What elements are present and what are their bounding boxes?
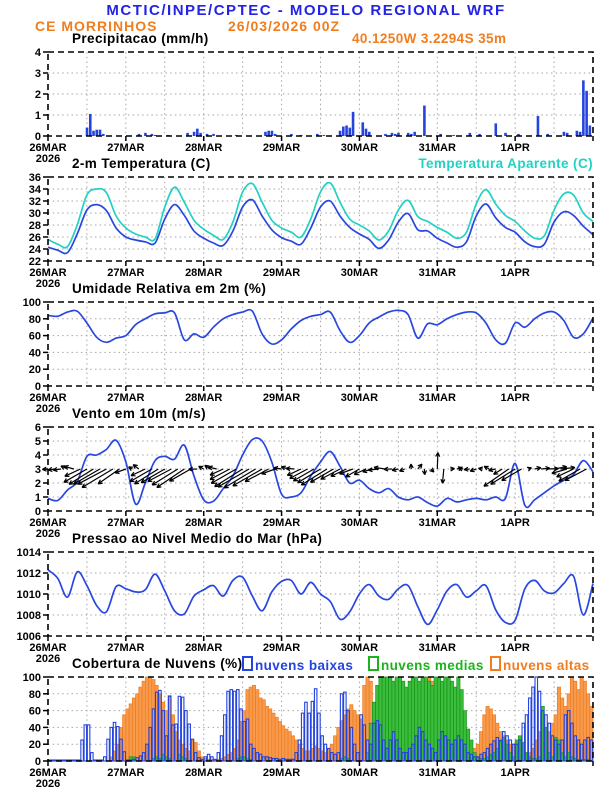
svg-text:4: 4 bbox=[34, 450, 41, 462]
svg-text:27MAR: 27MAR bbox=[107, 267, 145, 279]
svg-text:0: 0 bbox=[34, 506, 41, 518]
svg-text:29MAR: 29MAR bbox=[262, 267, 301, 279]
svg-text:26MAR: 26MAR bbox=[29, 267, 67, 279]
svg-text:1APR: 1APR bbox=[500, 392, 530, 404]
svg-text:1012: 1012 bbox=[16, 568, 41, 580]
svg-text:31MAR: 31MAR bbox=[418, 642, 456, 654]
svg-text:32: 32 bbox=[28, 196, 41, 208]
svg-text:60: 60 bbox=[28, 705, 41, 718]
svg-text:2026: 2026 bbox=[35, 653, 61, 665]
panel-title-wind: Vento em 10m (m/s) bbox=[72, 406, 206, 421]
legend-label-low-clouds: nuvens baixas bbox=[255, 658, 354, 673]
svg-text:29MAR: 29MAR bbox=[262, 392, 301, 404]
svg-text:26MAR: 26MAR bbox=[29, 517, 67, 529]
svg-text:5: 5 bbox=[34, 436, 41, 448]
svg-text:1: 1 bbox=[34, 492, 41, 504]
svg-text:31MAR: 31MAR bbox=[418, 142, 456, 154]
legend-swatch-high-clouds-icon bbox=[490, 656, 501, 671]
svg-text:34: 34 bbox=[28, 184, 41, 196]
panel-title-precipitation: Precipitacao (mm/h) bbox=[72, 31, 209, 46]
svg-text:28MAR: 28MAR bbox=[185, 517, 223, 529]
svg-text:27MAR: 27MAR bbox=[107, 642, 145, 654]
svg-text:29MAR: 29MAR bbox=[262, 642, 301, 654]
svg-text:4: 4 bbox=[34, 47, 41, 59]
svg-text:2026: 2026 bbox=[35, 778, 61, 790]
svg-text:2026: 2026 bbox=[35, 528, 61, 540]
svg-text:26MAR: 26MAR bbox=[29, 142, 67, 154]
svg-text:2026: 2026 bbox=[35, 153, 61, 165]
svg-text:26MAR: 26MAR bbox=[29, 392, 67, 404]
svg-text:20: 20 bbox=[28, 364, 41, 377]
svg-text:30MAR: 30MAR bbox=[340, 767, 379, 779]
svg-text:30MAR: 30MAR bbox=[340, 142, 379, 154]
svg-text:31MAR: 31MAR bbox=[418, 767, 456, 779]
wind-chart bbox=[0, 421, 612, 539]
legend-swatch-low-clouds-icon bbox=[242, 656, 253, 671]
svg-text:2026: 2026 bbox=[35, 278, 61, 290]
svg-text:31MAR: 31MAR bbox=[418, 517, 456, 529]
svg-text:1APR: 1APR bbox=[500, 767, 530, 779]
svg-text:80: 80 bbox=[28, 688, 41, 701]
svg-text:27MAR: 27MAR bbox=[107, 767, 145, 779]
svg-text:28MAR: 28MAR bbox=[185, 767, 223, 779]
svg-text:40: 40 bbox=[28, 347, 41, 360]
svg-text:1010: 1010 bbox=[16, 589, 41, 601]
svg-text:30MAR: 30MAR bbox=[340, 392, 379, 404]
svg-text:1008: 1008 bbox=[16, 610, 41, 622]
svg-text:1APR: 1APR bbox=[500, 267, 530, 279]
svg-text:31MAR: 31MAR bbox=[418, 392, 456, 404]
svg-text:31MAR: 31MAR bbox=[418, 267, 456, 279]
svg-text:2: 2 bbox=[34, 478, 41, 490]
svg-text:29MAR: 29MAR bbox=[262, 517, 301, 529]
cloud-cover-chart bbox=[0, 671, 612, 789]
svg-text:26MAR: 26MAR bbox=[29, 642, 67, 654]
svg-text:60: 60 bbox=[28, 330, 41, 343]
svg-text:3: 3 bbox=[34, 464, 41, 476]
svg-text:100: 100 bbox=[22, 297, 41, 309]
svg-text:6: 6 bbox=[34, 422, 41, 434]
pressure-chart bbox=[0, 546, 612, 664]
svg-text:28MAR: 28MAR bbox=[185, 267, 223, 279]
svg-text:28MAR: 28MAR bbox=[185, 642, 223, 654]
apparent-temp-label: Temperatura Aparente (C) bbox=[418, 156, 593, 171]
svg-text:27MAR: 27MAR bbox=[107, 392, 145, 404]
svg-text:24: 24 bbox=[28, 244, 41, 256]
svg-text:28MAR: 28MAR bbox=[185, 142, 223, 154]
svg-text:1006: 1006 bbox=[16, 631, 41, 643]
location-coords: 40.1250W 3.2294S 35m bbox=[352, 31, 507, 46]
svg-text:40: 40 bbox=[28, 722, 41, 735]
svg-text:27MAR: 27MAR bbox=[107, 517, 145, 529]
svg-text:29MAR: 29MAR bbox=[262, 142, 301, 154]
svg-text:3: 3 bbox=[34, 68, 41, 80]
svg-text:1APR: 1APR bbox=[500, 517, 530, 529]
svg-text:29MAR: 29MAR bbox=[262, 767, 301, 779]
page-title: MCTIC/INPE/CPTEC - MODELO REGIONAL WRF bbox=[106, 2, 506, 19]
svg-text:2026: 2026 bbox=[35, 403, 61, 415]
panel-title-pressure: Pressao ao Nivel Medio do Mar (hPa) bbox=[72, 531, 323, 546]
svg-text:30: 30 bbox=[28, 208, 41, 220]
svg-text:36: 36 bbox=[28, 172, 41, 184]
svg-text:30MAR: 30MAR bbox=[340, 642, 379, 654]
panel-title-clouds: Cobertura de Nuvens (%) bbox=[72, 656, 243, 671]
svg-text:30MAR: 30MAR bbox=[340, 267, 379, 279]
svg-text:2: 2 bbox=[34, 89, 41, 101]
panel-title-humidity: Umidade Relativa em 2m (%) bbox=[72, 281, 267, 296]
svg-text:80: 80 bbox=[28, 313, 41, 326]
svg-text:27MAR: 27MAR bbox=[107, 142, 145, 154]
svg-text:30MAR: 30MAR bbox=[340, 517, 379, 529]
legend-swatch-mid-clouds-icon bbox=[368, 656, 379, 671]
svg-text:1014: 1014 bbox=[16, 547, 41, 559]
station-label: CE MORRINHOS bbox=[35, 18, 158, 34]
svg-text:28: 28 bbox=[28, 220, 41, 232]
humidity-chart bbox=[0, 296, 612, 414]
svg-text:22: 22 bbox=[28, 256, 41, 268]
svg-text:100: 100 bbox=[22, 672, 41, 684]
temperature-chart bbox=[0, 171, 612, 289]
run-datetime: 26/03/2026 00Z bbox=[228, 18, 341, 34]
svg-text:26MAR: 26MAR bbox=[29, 767, 67, 779]
svg-text:1APR: 1APR bbox=[500, 642, 530, 654]
svg-text:0: 0 bbox=[34, 756, 41, 768]
svg-text:26: 26 bbox=[28, 232, 41, 244]
svg-text:28MAR: 28MAR bbox=[185, 392, 223, 404]
svg-text:1APR: 1APR bbox=[500, 142, 530, 154]
svg-text:1: 1 bbox=[34, 110, 41, 122]
svg-text:0: 0 bbox=[34, 381, 41, 393]
svg-text:0: 0 bbox=[34, 131, 41, 143]
legend-label-mid-clouds: nuvens medias bbox=[381, 658, 484, 673]
precipitation-chart bbox=[0, 46, 612, 164]
panel-title-temperature: 2-m Temperatura (C) bbox=[72, 156, 211, 171]
legend-label-high-clouds: nuvens altas bbox=[503, 658, 590, 673]
svg-text:20: 20 bbox=[28, 739, 41, 752]
